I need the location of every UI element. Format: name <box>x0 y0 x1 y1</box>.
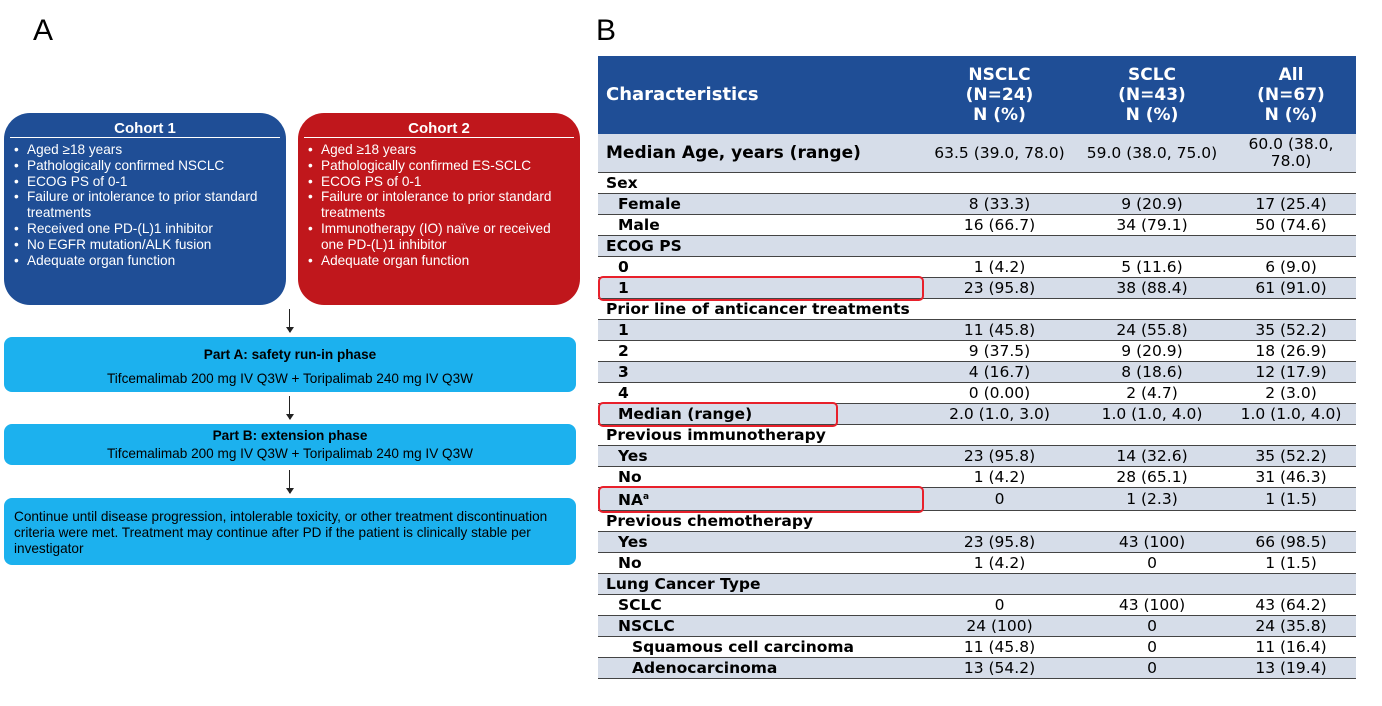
row-label-text: Previous immunotherapy <box>606 425 826 444</box>
row-label-text: Median Age, years (range) <box>606 142 861 163</box>
header-sclc-unit: N (%) <box>1125 105 1179 125</box>
row-label <box>598 215 921 236</box>
row-value: 35 (52.2) <box>1226 446 1356 467</box>
table-row <box>598 383 1356 404</box>
row-label <box>598 257 921 278</box>
row-value: 1 (4.2) <box>921 257 1078 278</box>
table-row <box>598 173 1356 194</box>
row-label <box>598 134 921 173</box>
table-row <box>598 362 1356 383</box>
row-value: 0 <box>1078 616 1226 637</box>
row-value: 38 (88.4) <box>1078 278 1226 299</box>
row-label-text: No <box>618 553 642 572</box>
table-row <box>598 446 1356 467</box>
row-value: 59.0 (38.0, 75.0) <box>1078 134 1226 173</box>
row-value: 8 (33.3) <box>921 194 1078 215</box>
row-value: 35 (52.2) <box>1226 320 1356 341</box>
row-value: 11 (16.4) <box>1226 637 1356 658</box>
row-value: 61 (91.0) <box>1226 278 1356 299</box>
row-value <box>1226 574 1356 595</box>
row-label-text: SCLC <box>618 595 662 614</box>
row-value: 5 (11.6) <box>1078 257 1226 278</box>
row-value <box>921 173 1078 194</box>
header-nsclc <box>921 56 1078 134</box>
row-label <box>598 320 921 341</box>
row-label <box>598 362 921 383</box>
cohort-1-box <box>4 113 286 305</box>
panel-a-label: A <box>33 14 54 47</box>
row-label <box>598 574 921 595</box>
row-value: 13 (54.2) <box>921 658 1078 679</box>
row-value <box>1078 511 1226 532</box>
row-label <box>598 446 921 467</box>
row-value: 6 (9.0) <box>1226 257 1356 278</box>
table-row <box>598 616 1356 637</box>
cohort1-criterion: • Aged ≥18 years <box>14 142 278 158</box>
row-label <box>598 425 921 446</box>
row-value: 0 (0.00) <box>921 383 1078 404</box>
cohort2-criterion: • Immunotherapy (IO) naïve or received one PD-(L)1 inhibitor <box>308 221 572 253</box>
highlight-box <box>598 276 924 301</box>
panel-b-label: B <box>596 14 617 47</box>
row-label-text: 1 <box>618 278 629 297</box>
part-a-body: Tifcemalimab 200 mg IV Q3W + Toripalimab 240 mg IV Q3W <box>106 371 474 386</box>
row-value: 43 (100) <box>1078 532 1226 553</box>
row-label-text: NSCLC <box>618 616 675 635</box>
row-label-text: Median (range) <box>618 404 753 423</box>
header-nsclc-name: NSCLC <box>968 65 1031 85</box>
header-characteristics: Characteristics <box>598 56 921 134</box>
cohort-2-title: Cohort 2 <box>304 113 574 138</box>
row-value: 9 (20.9) <box>1078 194 1226 215</box>
row-value <box>921 574 1078 595</box>
row-label <box>598 173 921 194</box>
cohort2-criterion: • Adequate organ function <box>308 253 572 269</box>
row-value: 1.0 (1.0, 4.0) <box>1226 404 1356 425</box>
header-sclc-name: SCLC <box>1127 65 1177 85</box>
table-row <box>598 511 1356 532</box>
row-value: 50 (74.6) <box>1226 215 1356 236</box>
down-arrow-icon <box>289 309 290 332</box>
row-value: 23 (95.8) <box>921 446 1078 467</box>
table-row <box>598 320 1356 341</box>
row-value <box>1078 425 1226 446</box>
row-value <box>921 511 1078 532</box>
row-value: 1 (2.3) <box>1078 488 1226 511</box>
row-label <box>598 511 921 532</box>
row-value <box>921 299 1078 320</box>
row-value: 2 (3.0) <box>1226 383 1356 404</box>
row-value: 4 (16.7) <box>921 362 1078 383</box>
cohort1-criterion: • Received one PD-(L)1 inhibitor <box>14 221 278 237</box>
cohort2-criterion: • Aged ≥18 years <box>308 142 572 158</box>
row-value: 24 (35.8) <box>1226 616 1356 637</box>
row-label-text: 0 <box>618 257 629 276</box>
table-row <box>598 553 1356 574</box>
row-value: 1 (4.2) <box>921 467 1078 488</box>
row-value: 9 (20.9) <box>1078 341 1226 362</box>
table-row <box>598 134 1356 173</box>
row-value: 23 (95.8) <box>921 532 1078 553</box>
row-value: 11 (45.8) <box>921 637 1078 658</box>
row-value: 0 <box>921 488 1078 511</box>
row-value: 8 (18.6) <box>1078 362 1226 383</box>
row-value <box>1226 425 1356 446</box>
row-value: 63.5 (39.0, 78.0) <box>921 134 1078 173</box>
part-b-box <box>4 424 576 465</box>
row-label-text: NA <box>618 491 643 510</box>
part-b-title: Part B: extension phase <box>212 428 368 443</box>
row-value: 14 (32.6) <box>1078 446 1226 467</box>
row-value <box>1226 173 1356 194</box>
row-value: 9 (37.5) <box>921 341 1078 362</box>
row-label-text: Lung Cancer Type <box>606 574 761 593</box>
part-a-box <box>4 337 576 392</box>
row-label-text: Prior line of anticancer treatments <box>606 299 910 318</box>
row-value <box>1226 511 1356 532</box>
cohort1-criterion: • Adequate organ function <box>14 253 278 269</box>
row-value: 34 (79.1) <box>1078 215 1226 236</box>
row-value: 0 <box>1078 658 1226 679</box>
header-all-name: All <box>1278 65 1304 85</box>
row-label-text: 4 <box>618 383 629 402</box>
row-value: 24 (55.8) <box>1078 320 1226 341</box>
row-value: 16 (66.7) <box>921 215 1078 236</box>
row-value: 0 <box>1078 637 1226 658</box>
row-value <box>921 236 1078 257</box>
cohort1-criterion: • ECOG PS of 0-1 <box>14 174 278 190</box>
row-value: 1 (4.2) <box>921 553 1078 574</box>
row-label <box>598 616 921 637</box>
row-value <box>1078 299 1226 320</box>
cohort-1-title: Cohort 1 <box>10 113 280 138</box>
cohort1-criterion: • No EGFR mutation/ALK fusion <box>14 237 278 253</box>
row-value <box>1226 236 1356 257</box>
row-label-text: No <box>618 467 642 486</box>
row-value <box>921 425 1078 446</box>
cohort-1-criteria <box>4 142 286 268</box>
cohort1-criterion: • Pathologically confirmed NSCLC <box>14 158 278 174</box>
highlight-box <box>598 402 838 427</box>
row-value: 1 (1.5) <box>1226 553 1356 574</box>
row-value <box>1226 299 1356 320</box>
row-value: 13 (19.4) <box>1226 658 1356 679</box>
row-value: 12 (17.9) <box>1226 362 1356 383</box>
row-value: 11 (45.8) <box>921 320 1078 341</box>
row-label-text: Yes <box>618 532 648 551</box>
row-value <box>1078 173 1226 194</box>
header-all <box>1226 56 1356 134</box>
table-row <box>598 215 1356 236</box>
down-arrow-icon <box>289 396 290 419</box>
row-value: 31 (46.3) <box>1226 467 1356 488</box>
header-sclc-n: (N=43) <box>1118 85 1186 105</box>
cohort2-criterion: • Pathologically confirmed ES-SCLC <box>308 158 572 174</box>
row-label <box>598 236 921 257</box>
table-row <box>598 257 1356 278</box>
cohort2-criterion: • ECOG PS of 0-1 <box>308 174 572 190</box>
row-label <box>598 194 921 215</box>
row-label <box>598 658 921 679</box>
row-value <box>1078 574 1226 595</box>
row-label-text: Male <box>618 215 660 234</box>
table-row <box>598 299 1356 320</box>
table-row <box>598 532 1356 553</box>
row-value: 28 (65.1) <box>1078 467 1226 488</box>
table-header-row <box>598 56 1356 134</box>
table-row <box>598 637 1356 658</box>
row-label <box>598 467 921 488</box>
row-value: 60.0 (38.0, 78.0) <box>1226 134 1356 173</box>
table-row <box>598 236 1356 257</box>
header-nsclc-n: (N=24) <box>965 85 1034 105</box>
row-value: 0 <box>1078 553 1226 574</box>
row-label-text: Adenocarcinoma <box>632 658 778 677</box>
header-all-n: (N=67) <box>1257 85 1325 105</box>
row-value: 0 <box>921 595 1078 616</box>
row-value: 24 (100) <box>921 616 1078 637</box>
row-label-text: 1 <box>618 320 629 339</box>
header-nsclc-unit: N (%) <box>973 105 1026 125</box>
row-label <box>598 595 921 616</box>
row-value: 66 (98.5) <box>1226 532 1356 553</box>
down-arrow-icon <box>289 470 290 493</box>
characteristics-table-wrap <box>598 56 1356 679</box>
row-value: 2.0 (1.0, 3.0) <box>921 404 1078 425</box>
row-label-text: 3 <box>618 362 629 381</box>
highlight-box <box>598 486 924 513</box>
table-row <box>598 574 1356 595</box>
table-row <box>598 194 1356 215</box>
cohort2-criterion: • Failure or intolerance to prior standard treatments <box>308 189 572 221</box>
row-label-text: Squamous cell carcinoma <box>632 637 855 656</box>
row-label <box>598 341 921 362</box>
row-value <box>1078 236 1226 257</box>
part-a-title: Part A: safety run-in phase <box>203 347 377 362</box>
table-row <box>598 425 1356 446</box>
row-value: 43 (100) <box>1078 595 1226 616</box>
row-value: 43 (64.2) <box>1226 595 1356 616</box>
row-value: 2 (4.7) <box>1078 383 1226 404</box>
row-label <box>598 532 921 553</box>
row-label <box>598 637 921 658</box>
table-row <box>598 341 1356 362</box>
row-value: 18 (26.9) <box>1226 341 1356 362</box>
cohort-2-box <box>298 113 580 305</box>
cohort-2-criteria <box>298 142 580 268</box>
header-all-unit: N (%) <box>1264 105 1318 125</box>
row-value: 1.0 (1.0, 4.0) <box>1078 404 1226 425</box>
row-label <box>598 383 921 404</box>
table-row <box>598 595 1356 616</box>
row-value: 23 (95.8) <box>921 278 1078 299</box>
row-label-text: ECOG PS <box>606 236 682 255</box>
row-label-text: Previous chemotherapy <box>606 511 814 530</box>
row-label-text: Female <box>618 194 681 213</box>
row-label <box>598 299 921 320</box>
footnote-marker: a <box>642 492 650 502</box>
row-label-text: Sex <box>606 173 638 192</box>
row-label-text: Yes <box>618 446 648 465</box>
part-b-body: Tifcemalimab 200 mg IV Q3W + Toripalimab 240 mg IV Q3W <box>106 446 474 461</box>
continuation-box: Continue until disease progression, intolerable toxicity, or other treatment discontinuation criteria were met. Treatment may continue after PD if the patient is clinically stable per investigator <box>4 498 576 565</box>
row-value: 17 (25.4) <box>1226 194 1356 215</box>
row-value: 1 (1.5) <box>1226 488 1356 511</box>
header-sclc <box>1078 56 1226 134</box>
characteristics-table <box>598 56 1356 679</box>
row-label-text: 2 <box>618 341 629 360</box>
table-row <box>598 467 1356 488</box>
row-label <box>598 553 921 574</box>
cohort1-criterion: • Failure or intolerance to prior standard treatments <box>14 189 278 221</box>
table-row <box>598 658 1356 679</box>
